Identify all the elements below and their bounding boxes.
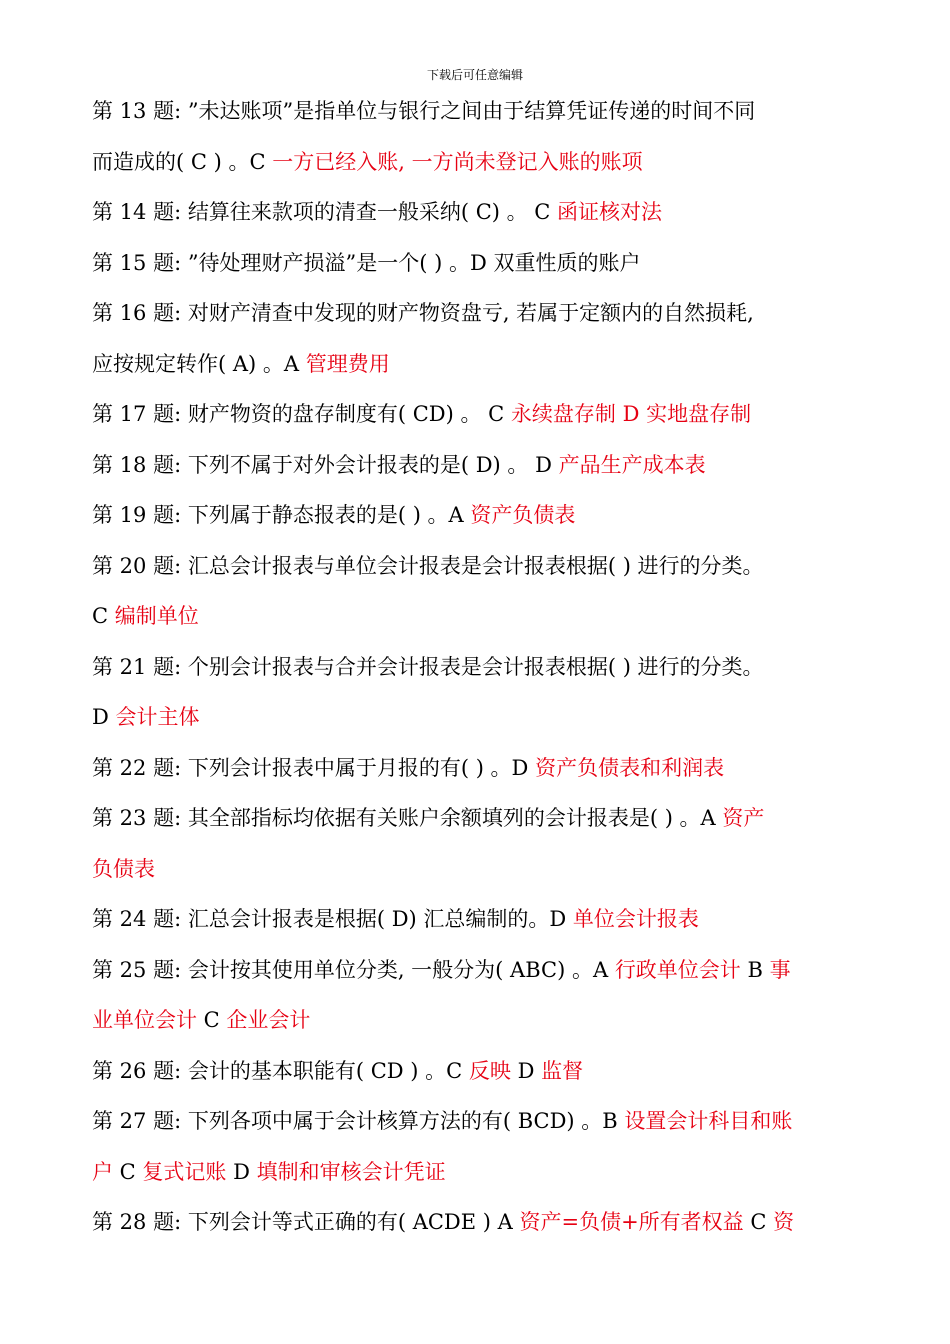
question-text: 第 16 题: 对财产清查中发现的财产物资盘亏, 若属于定额内的自然损耗, bbox=[92, 301, 754, 325]
answer-text: 资产负债表 bbox=[470, 503, 576, 527]
question-line bbox=[92, 1147, 872, 1198]
page-header: 下载后可任意编辑 bbox=[426, 68, 523, 82]
question-line bbox=[92, 490, 872, 541]
answer-text: 企业会计 bbox=[226, 1008, 311, 1032]
answer-text: 永续盘存制 D 实地盘存制 bbox=[510, 402, 752, 426]
question-text: 第 17 题: 财产物资的盘存制度有( CD) 。 C bbox=[92, 402, 511, 426]
question-text: D bbox=[226, 1159, 257, 1184]
answer-text: 设置会计科目和账 bbox=[624, 1109, 793, 1133]
question-line bbox=[92, 288, 872, 339]
question-text: 第 27 题: 下列各项中属于会计核算方法的有( BCD) 。B bbox=[92, 1109, 625, 1133]
question-line bbox=[92, 1046, 872, 1097]
question-text: C bbox=[743, 1210, 774, 1234]
answer-text: 资 bbox=[773, 1210, 795, 1234]
question-line bbox=[92, 187, 872, 238]
question-text: D bbox=[510, 1058, 542, 1083]
question-line bbox=[92, 541, 872, 592]
question-line bbox=[92, 591, 872, 642]
question-line bbox=[92, 642, 872, 693]
question-line bbox=[92, 793, 872, 844]
answer-text: 业单位会计 bbox=[92, 1008, 197, 1032]
question-text: 第 28 题: 下列会计等式正确的有( ACDE ) A bbox=[92, 1210, 520, 1234]
answer-text: 资产=负债+所有者权益 bbox=[519, 1210, 744, 1234]
question-text: 第 15 题: ”待处理财产损溢”是一个( ) 。D 双重性质的账户 bbox=[92, 250, 641, 275]
question-text: 应按规定转作( A) 。A bbox=[92, 351, 306, 376]
question-line bbox=[92, 137, 872, 188]
answer-text: 户 bbox=[92, 1159, 113, 1184]
answer-text: 单位会计报表 bbox=[572, 907, 699, 931]
question-line bbox=[92, 692, 872, 743]
answer-text: 监督 bbox=[541, 1058, 584, 1083]
question-line bbox=[92, 1096, 872, 1147]
question-line bbox=[92, 440, 872, 491]
question-text: 第 22 题: 下列会计报表中属于月报的有( ) 。D bbox=[92, 755, 536, 780]
question-text: C bbox=[92, 604, 115, 628]
answer-text: 编制单位 bbox=[114, 604, 199, 628]
question-text: 第 25 题: 会计按其使用单位分类, 一般分为( ABC) 。A bbox=[92, 957, 615, 982]
question-text: 第 21 题: 个别会计报表与合并会计报表是会计报表根据( ) 进行的分类。 bbox=[92, 654, 764, 679]
question-text: 第 13 题: ”未达账项”是指单位与银行之间由于结算凭证传递的时间不同 bbox=[92, 99, 756, 123]
question-line bbox=[92, 238, 872, 289]
answer-text: 负债表 bbox=[92, 856, 155, 881]
question-line bbox=[92, 894, 872, 945]
question-text: 而造成的( C ) 。C bbox=[92, 149, 273, 174]
question-text: 第 26 题: 会计的基本职能有( CD ) 。C bbox=[92, 1058, 469, 1083]
answer-text: 复式记账 bbox=[142, 1159, 227, 1184]
question-text: 第 23 题: 其全部指标均依据有关账户余额填列的会计报表是( ) 。A bbox=[92, 806, 723, 830]
question-line bbox=[92, 995, 872, 1046]
question-text: 第 18 题: 下列不属于对外会计报表的是( D) 。 D bbox=[92, 452, 559, 477]
question-line bbox=[92, 86, 872, 137]
question-line bbox=[92, 945, 872, 996]
question-text: B bbox=[740, 957, 770, 982]
question-line bbox=[92, 339, 872, 390]
answer-text: 填制和审核会计凭证 bbox=[256, 1159, 446, 1184]
answer-text: 一方已经入账, 一方尚未登记入账的账项 bbox=[272, 149, 643, 174]
question-text: C bbox=[197, 1008, 227, 1032]
question-text: C bbox=[113, 1159, 143, 1184]
question-line bbox=[92, 389, 872, 440]
answer-text: 会计主体 bbox=[115, 705, 200, 729]
question-text: D bbox=[92, 705, 116, 729]
question-text: 第 20 题: 汇总会计报表与单位会计报表是会计报表根据( ) 进行的分类。 bbox=[92, 553, 764, 578]
answer-text: 反映 bbox=[468, 1058, 511, 1083]
question-line bbox=[92, 844, 872, 895]
question-text: 第 24 题: 汇总会计报表是根据( D) 汇总编制的。D bbox=[92, 907, 573, 931]
answer-text: 事 bbox=[769, 957, 791, 982]
question-text: 第 14 题: 结算往来款项的清查一般采纳( C) 。 C bbox=[92, 200, 558, 224]
answer-text: 行政单位会计 bbox=[614, 957, 741, 982]
answer-text: 产品生产成本表 bbox=[558, 452, 706, 477]
question-line bbox=[92, 743, 872, 794]
question-line bbox=[92, 1197, 872, 1248]
question-text: 第 19 题: 下列属于静态报表的是( ) 。A bbox=[92, 503, 471, 527]
answer-text: 管理费用 bbox=[305, 351, 390, 376]
answer-text: 资产负债表和利润表 bbox=[535, 755, 725, 780]
answer-text: 函证核对法 bbox=[557, 200, 663, 224]
question-list bbox=[92, 86, 872, 1248]
answer-text: 资产 bbox=[722, 806, 765, 830]
